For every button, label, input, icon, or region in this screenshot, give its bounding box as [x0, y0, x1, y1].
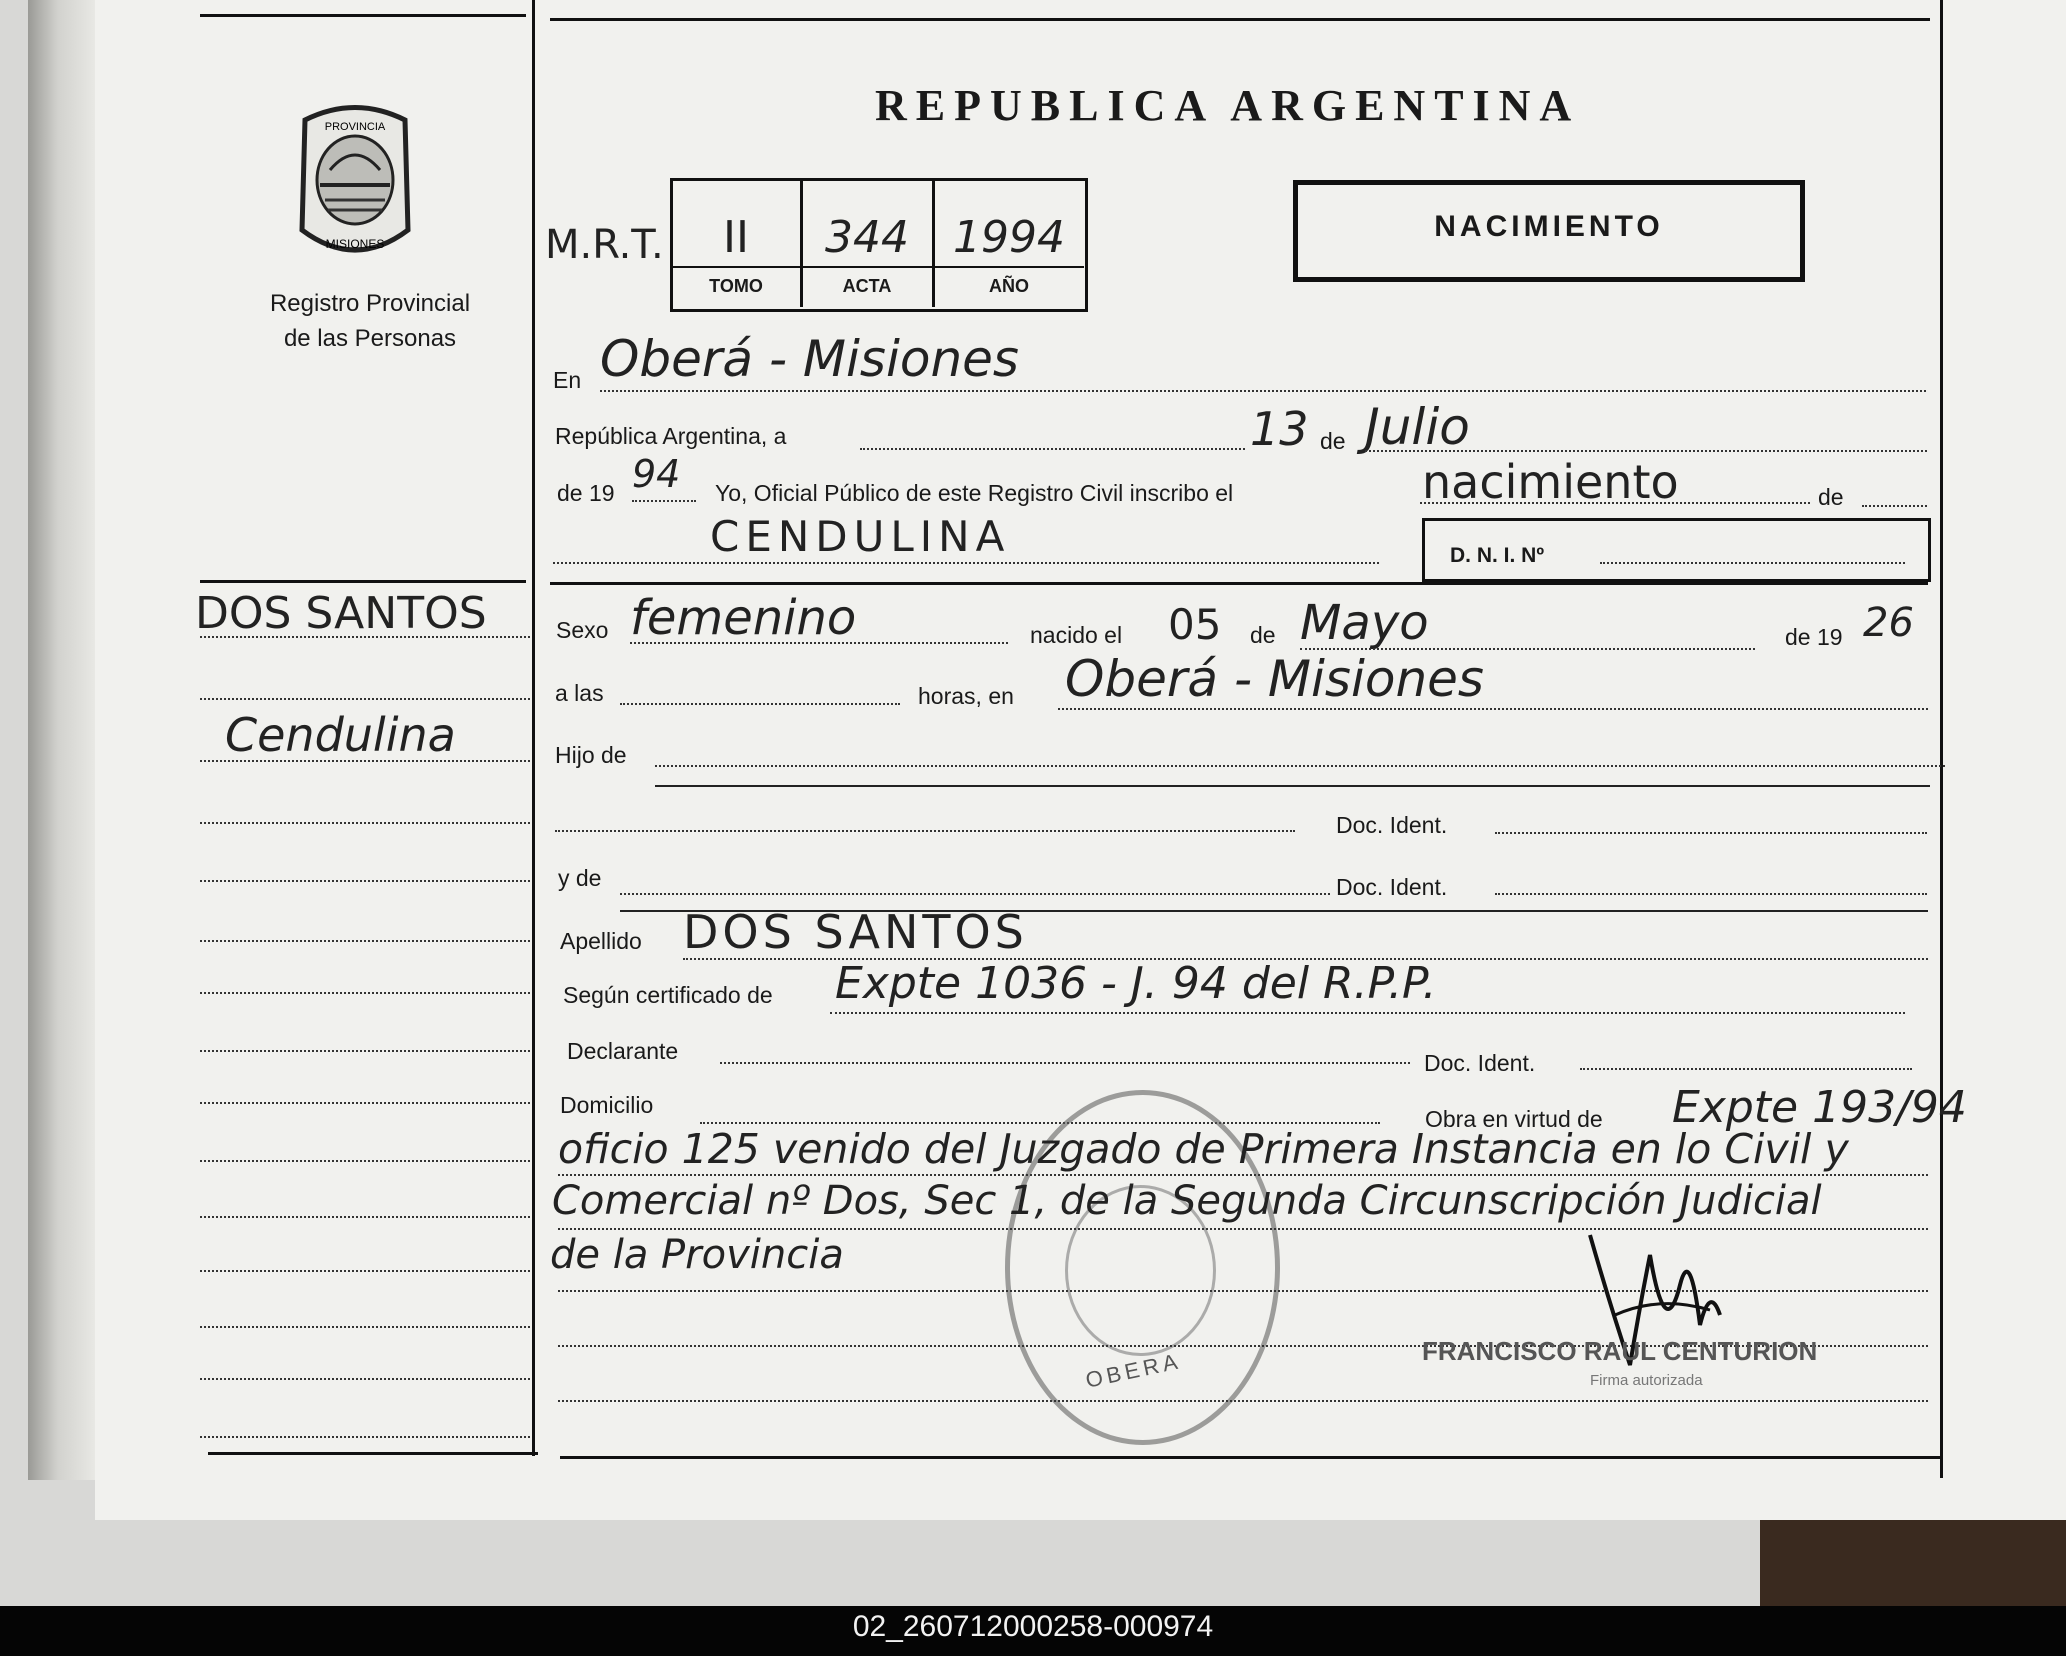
sex-value: femenino [630, 590, 857, 646]
image-id-label: 02_260712000258-000974 [852, 1610, 1214, 1643]
de-19-label-b: de 19 [1785, 624, 1843, 650]
hours-line [620, 703, 900, 705]
certificate-value: Expte 1036 - J. 94 del R.P.P. [835, 958, 1437, 1009]
sexo-label: Sexo [556, 617, 609, 643]
a-las-label: a las [555, 680, 604, 706]
domicilio-label: Domicilio [560, 1092, 654, 1118]
column-divider [532, 0, 535, 1456]
birth-year-value: 26 [1863, 600, 1914, 646]
top-rule-left [200, 14, 526, 17]
signatory-name: FRANCISCO RAUL CENTURION [1422, 1336, 1818, 1366]
doc-ident-label-2: Doc. Ident. [1336, 874, 1448, 900]
year-line [632, 500, 696, 502]
republica-label: República Argentina, a [555, 423, 787, 449]
dni-label: D. N. I. Nº [1450, 544, 1545, 567]
doc-ident-line-2 [1495, 893, 1927, 895]
act-line [1420, 502, 1810, 504]
father-line [655, 765, 1945, 767]
margin-rule [200, 580, 526, 583]
margin-line [200, 880, 530, 882]
hijo-label: Hijo de [555, 742, 627, 768]
day-line-a [860, 448, 1245, 450]
top-rule-right [550, 18, 1930, 21]
note-line-3: de la Provincia [550, 1232, 844, 1278]
de-label-3: de [1250, 622, 1276, 648]
margin-line [200, 1378, 530, 1380]
registry-line-1: Registro Provincial [269, 290, 471, 317]
nacido-label: nacido el [1030, 622, 1123, 648]
yo-text: Yo, Oficial Público de este Registro Civil inscribo el [715, 480, 1234, 506]
de-label-1: de [1320, 428, 1346, 454]
bottom-rule-left [208, 1452, 538, 1455]
birth-day-value: 05 [1168, 600, 1222, 649]
mrt-label: M.R.T. [545, 222, 664, 268]
seal-top-text: PROVINCIA [324, 121, 386, 133]
en-label: En [553, 367, 582, 393]
margin-line [200, 1216, 530, 1218]
seal-bottom-text: MISIONES [325, 237, 385, 251]
margin-line [200, 1326, 530, 1328]
section-rule [550, 582, 1928, 585]
country-title: REPUBLICA ARGENTINA [875, 81, 1581, 130]
margin-line [200, 1270, 530, 1272]
doc-ident-line-3 [1580, 1068, 1912, 1070]
doc-ident-label-3: Doc. Ident. [1424, 1050, 1536, 1076]
record-type: NACIMIENTO [1434, 210, 1664, 243]
acta-value: 344 [825, 212, 909, 263]
note-line-2: Comercial nº Dos, Sec 1, de la Segunda Circunscripción Judicial [552, 1178, 1822, 1224]
margin-line [200, 698, 530, 700]
birth-place-value: Oberá - Misiones [1065, 650, 1484, 708]
declarante-line [720, 1062, 1410, 1064]
background-corner [1760, 1520, 2066, 1606]
stamp-text: OBERA [1083, 1348, 1184, 1393]
mrt-table-rule [672, 266, 1084, 268]
registry-line-2: de las Personas [283, 325, 457, 352]
de-19-label: de 19 [557, 480, 615, 506]
surname-value: DOS SANTOS [683, 905, 1028, 959]
father-doc-line [555, 830, 1295, 832]
acta-label: ACTA [842, 276, 892, 296]
declarante-label: Declarante [567, 1038, 679, 1064]
birth-month-value: Mayo [1300, 595, 1429, 651]
de-line-2 [1862, 505, 1927, 507]
note-line-1: oficio 125 venido del Juzgado de Primera Instancia en lo Civil y [558, 1125, 1849, 1173]
de-label-2: de [1818, 484, 1844, 510]
birth-place-line [1058, 708, 1928, 710]
margin-line [200, 636, 530, 638]
margin-surname: DOS SANTOS [195, 588, 487, 639]
place-value: Oberá - Misiones [600, 330, 1019, 388]
month-value: Julio [1365, 398, 1470, 456]
obra-label: Obra en virtud de [1425, 1106, 1603, 1132]
father-line-2 [655, 785, 1930, 787]
horas-label: horas, en [918, 683, 1014, 709]
act-value: nacimiento [1422, 455, 1679, 509]
signatory-role: Firma autorizada [1590, 1372, 1703, 1389]
bottom-rule-right [560, 1456, 1940, 1459]
month-line [1365, 450, 1927, 452]
right-border [1940, 0, 1943, 1478]
first-name-line [553, 562, 1379, 564]
margin-line [200, 940, 530, 942]
margin-given-name: Cendulina [225, 708, 456, 762]
note-rule-1 [558, 1174, 1928, 1176]
tomo-value: II [723, 212, 749, 263]
margin-line [200, 1050, 530, 1052]
first-name-value: CENDULINA [710, 512, 1011, 561]
segun-label: Según certificado de [563, 982, 773, 1008]
domicilio-line [700, 1122, 1380, 1124]
doc-ident-label-1: Doc. Ident. [1336, 812, 1448, 838]
ano-value: 1994 [953, 212, 1065, 263]
apellido-label: Apellido [560, 928, 642, 954]
y-de-label: y de [558, 865, 602, 891]
margin-line [200, 1160, 530, 1162]
sex-line [630, 642, 1008, 644]
ano-label: AÑO [989, 276, 1029, 296]
tomo-label: TOMO [709, 276, 763, 296]
margin-line [200, 1102, 530, 1104]
day-value: 13 [1250, 402, 1309, 456]
doc-ident-line-1 [1495, 832, 1927, 834]
obra-value: Expte 193/94 [1672, 1082, 1967, 1133]
place-line [600, 390, 1926, 392]
note-rule-5 [558, 1400, 1928, 1402]
certificate-line [830, 1012, 1905, 1014]
year-value: 94 [632, 452, 681, 496]
margin-line [200, 1436, 530, 1438]
margin-line [200, 760, 530, 762]
dni-line [1600, 562, 1905, 564]
margin-line [200, 992, 530, 994]
margin-line [200, 822, 530, 824]
mother-line [620, 893, 1330, 895]
province-seal-icon [290, 100, 420, 265]
